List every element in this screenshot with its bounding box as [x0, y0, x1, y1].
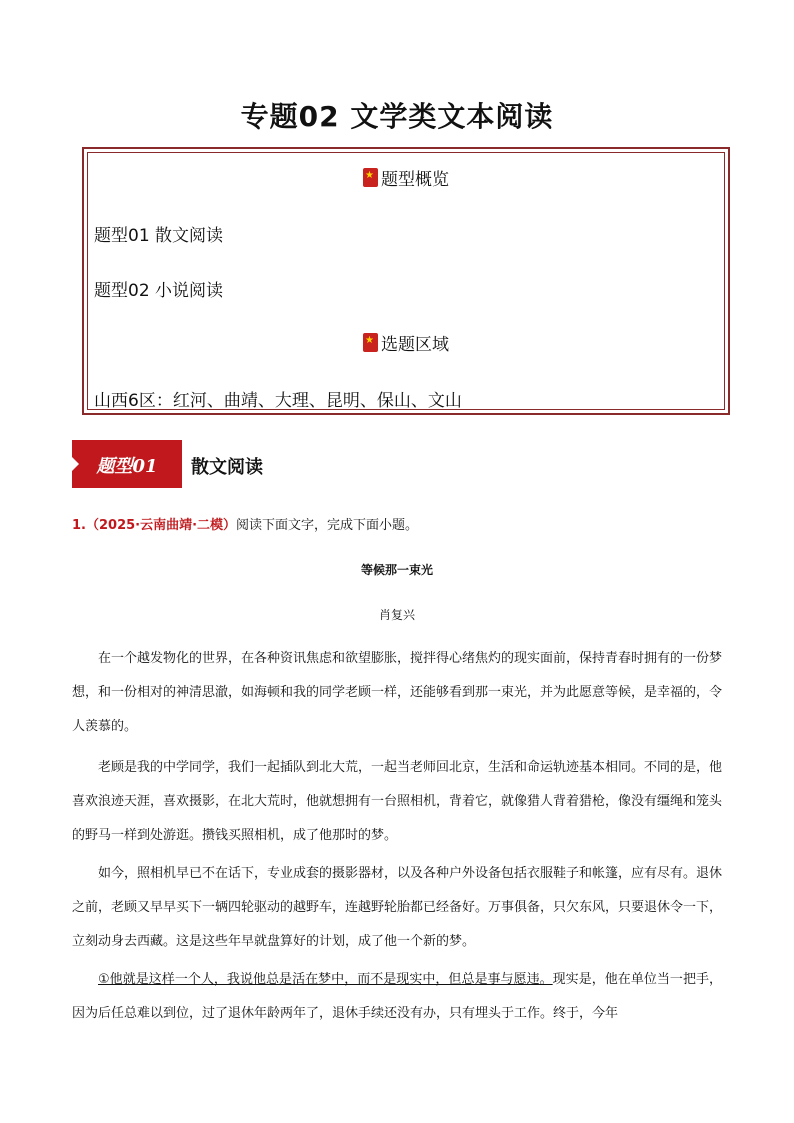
essay-paragraph: 老顾是我的中学同学，我们一起插队到北大荒，一起当老师回北京，生活和命运轨迹基本相同。不同的是，他喜欢浪迹天涯，喜欢摄影，在北大荒时，他就想拥有一台照相机，背着它，就像猎人背着猎枪，像没有缰绳和笼头的野马一样到处游逛。攒钱买照相机，成了他那时的梦。 [72, 760, 723, 843]
question-stem [72, 514, 418, 533]
region-heading [84, 330, 728, 355]
region-text: 山西6区：红河、曲靖、大理、昆明、保山、文山 [94, 391, 462, 411]
essay-paragraph: 在一个越发物化的世界，在各种资讯焦虑和欲望膨胀，搅拌得心绪焦灼的现实面前，保持青春时拥有的一份梦想，和一份相对的神清思澈，如海顿和我的同学老顾一样，还能够看到那一束光，并为此愿意等候，是幸福的，令人羡慕的。 [72, 651, 723, 734]
page-title: 专题02 文学类文本阅读 [240, 100, 554, 133]
essay-paragraph: 如今，照相机早已不在话下，专业成套的摄影器材，以及各种户外设备包括衣服鞋子和帐篷，应有尽有。退休之前，老顾又早早买下一辆四轮驱动的越野车，连越野轮胎都已经备好。万事俱备，只欠东风，只要退休令一下，立刻动身去西藏。这是这些年早就盘算好的计划，成了他一个新的梦。 [72, 866, 723, 949]
overview-item: 题型01 散文阅读 [94, 226, 224, 246]
essay-title: 等候那一束光 [360, 563, 433, 577]
essay-author: 肖复兴 [378, 608, 415, 622]
question-prompt: 阅读下面文字，完成下面小题。 [236, 518, 419, 533]
paragraph-continuation: 现实是，他在单位当一把手，因为后任总难以到位，过了退休年龄两年了，退休手续还没有办，只有埋头于工作。终于，今年 [72, 972, 722, 1021]
overview-item: 题型02 小说阅读 [94, 281, 224, 301]
overview-box [82, 147, 730, 415]
underlined-sentence: ①他就是这样一个人，我说他总是活在梦中，而不是现实中，但总是事与愿违。 [98, 972, 553, 987]
section-tag-label: 题型01 [96, 456, 158, 477]
region-heading-label: 选题区域 [381, 335, 449, 355]
overview-heading [84, 165, 728, 190]
section-tag [72, 440, 182, 488]
question-source: （2025·云南曲靖·二模） [85, 518, 237, 533]
book-icon [363, 333, 378, 352]
book-icon [363, 168, 378, 187]
question-number: 1. [72, 518, 86, 533]
section-name: 散文阅读 [191, 457, 263, 478]
essay-paragraph [72, 963, 722, 1031]
overview-heading-label: 题型概览 [381, 170, 449, 190]
